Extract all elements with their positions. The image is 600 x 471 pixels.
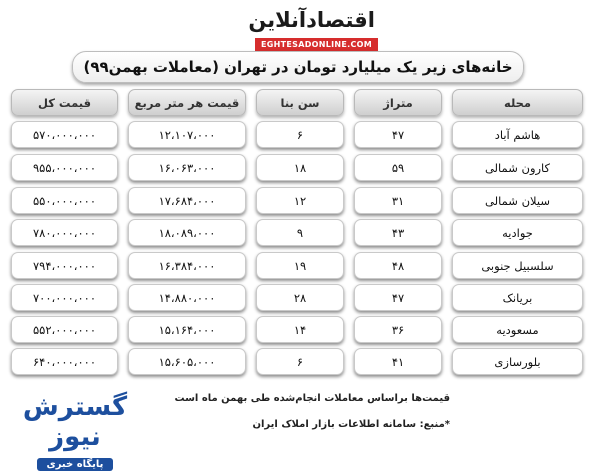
cell-neighborhood: بلورسازی: [452, 348, 583, 375]
cell-price-per-meter: ۱۶،۰۶۳،۰۰۰: [128, 154, 246, 181]
cell-total: ۹۵۵،۰۰۰،۰۰۰: [11, 154, 118, 181]
cell-area: ۴۸: [354, 252, 442, 279]
cell-price-per-meter: ۱۶،۳۸۴،۰۰۰: [128, 252, 246, 279]
cell-area: ۵۹: [354, 154, 442, 181]
cell-price-per-meter: ۱۵،۶۰۵،۰۰۰: [128, 348, 246, 375]
price-note: قیمت‌ها براساس معاملات انجام‌شده طی بهمن ماه است: [174, 393, 450, 404]
cell-age: ۶: [256, 348, 344, 375]
logo-domain: EGHTESADONLINE.COM: [255, 38, 378, 51]
header-price-per-meter: قیمت هر متر مربع: [128, 89, 246, 116]
cell-total: ۷۸۰،۰۰۰،۰۰۰: [11, 219, 118, 246]
logo-wordmark: اقتصادآنلاین: [248, 8, 375, 32]
cell-neighborhood: بریانک: [452, 284, 583, 311]
cell-neighborhood: سلسبیل جنوبی: [452, 252, 583, 279]
cell-total: ۵۵۰،۰۰۰،۰۰۰: [11, 187, 118, 214]
cell-age: ۲۸: [256, 284, 344, 311]
header-neighborhood: محله: [452, 89, 583, 116]
cell-area: ۳۱: [354, 187, 442, 214]
cell-area: ۴۷: [354, 284, 442, 311]
cell-age: ۱۲: [256, 187, 344, 214]
cell-neighborhood: جوادیه: [452, 219, 583, 246]
cell-neighborhood: هاشم آباد: [452, 121, 583, 148]
brand-wordmark: گسترش نیوز: [22, 392, 128, 452]
cell-total: ۵۵۲،۰۰۰،۰۰۰: [11, 316, 118, 343]
page-title: خانه‌های زیر یک میلیارد تومان در تهران (معاملات بهمن۹۹): [72, 51, 524, 83]
cell-total: ۵۷۰،۰۰۰،۰۰۰: [11, 121, 118, 148]
cell-age: ۱۴: [256, 316, 344, 343]
cell-price-per-meter: ۱۵،۱۶۴،۰۰۰: [128, 316, 246, 343]
cell-age: ۹: [256, 219, 344, 246]
cell-age: ۱۸: [256, 154, 344, 181]
eghtesadonline-logo: [248, 8, 375, 49]
header-total: قیمت کل: [11, 89, 118, 116]
cell-price-per-meter: ۱۷،۶۸۴،۰۰۰: [128, 187, 246, 214]
cell-price-per-meter: ۱۴،۸۸۰،۰۰۰: [128, 284, 246, 311]
brand-tagline: پایگاه خبری: [37, 458, 114, 471]
cell-area: ۳۶: [354, 316, 442, 343]
cell-area: ۴۱: [354, 348, 442, 375]
cell-area: ۴۷: [354, 121, 442, 148]
header-age: سن بنا: [256, 89, 344, 116]
cell-price-per-meter: ۱۲،۱۰۷،۰۰۰: [128, 121, 246, 148]
cell-area: ۴۳: [354, 219, 442, 246]
gostaresh-news-logo: [0, 392, 150, 470]
cell-age: ۶: [256, 121, 344, 148]
source-note: *منبع: سامانه اطلاعات بازار املاک ایران: [252, 419, 450, 430]
cell-age: ۱۹: [256, 252, 344, 279]
cell-total: ۶۴۰،۰۰۰،۰۰۰: [11, 348, 118, 375]
cell-neighborhood: کارون شمالی: [452, 154, 583, 181]
cell-price-per-meter: ۱۸،۰۸۹،۰۰۰: [128, 219, 246, 246]
cell-neighborhood: سیلان شمالی: [452, 187, 583, 214]
cell-total: ۷۹۴،۰۰۰،۰۰۰: [11, 252, 118, 279]
cell-neighborhood: مسعودیه: [452, 316, 583, 343]
header-area: متراژ: [354, 89, 442, 116]
cell-total: ۷۰۰،۰۰۰،۰۰۰: [11, 284, 118, 311]
